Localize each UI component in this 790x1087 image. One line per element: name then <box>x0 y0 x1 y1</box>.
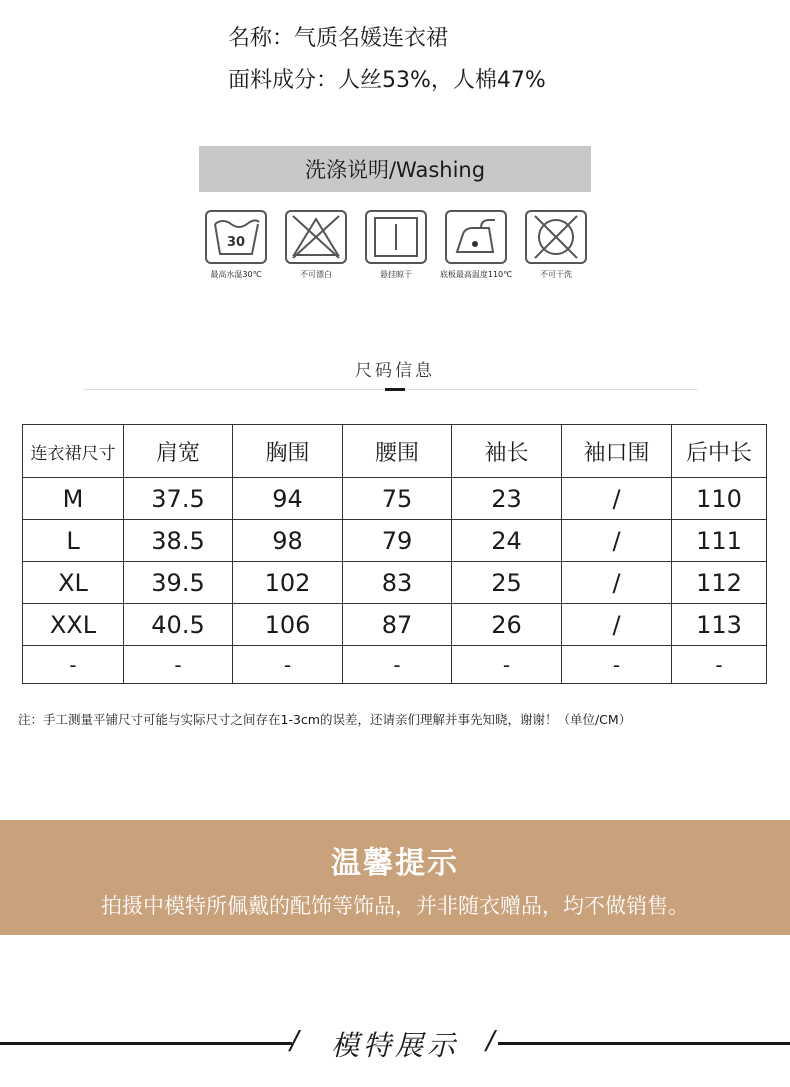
table-cell: 112 <box>672 562 767 604</box>
table-cell: - <box>124 646 233 684</box>
table-cell: 23 <box>452 478 562 520</box>
table-cell: / <box>562 520 672 562</box>
table-cell: / <box>562 478 672 520</box>
table-row <box>23 604 767 646</box>
table-cell: 37.5 <box>124 478 233 520</box>
table-cell: 24 <box>452 520 562 562</box>
table-cell: - <box>672 646 767 684</box>
header-shoulder: 肩宽 <box>124 425 233 478</box>
table-cell: 94 <box>233 478 343 520</box>
washing-header: 洗涤说明/Washing <box>199 146 591 192</box>
table-cell: - <box>23 646 124 684</box>
table-cell: M <box>23 478 124 520</box>
product-fabric: 面料成分：人丝53%，人棉47% <box>228 68 546 93</box>
tips-banner <box>0 820 790 935</box>
table-cell: / <box>562 604 672 646</box>
iron-icon <box>445 210 507 264</box>
table-cell: 106 <box>233 604 343 646</box>
wash-label-5: 不可干洗 <box>540 270 572 279</box>
wash-item-5 <box>516 210 596 280</box>
wash-label-3: 悬挂晾干 <box>380 270 412 279</box>
wash-30-icon <box>205 210 267 264</box>
wash-item-2 <box>276 210 356 280</box>
measurement-note: 注：手工测量平铺尺寸可能与实际尺寸之间存在1-3cm的误差，还请亲们理解并事先知晓，谢谢！（单位/CM） <box>18 712 632 727</box>
table-cell: 25 <box>452 562 562 604</box>
wash-temp-number: 30 <box>226 235 246 250</box>
model-divider-right <box>498 1042 790 1045</box>
size-info-title: 尺码信息 <box>355 361 435 381</box>
table-row <box>23 646 767 684</box>
table-cell: 26 <box>452 604 562 646</box>
header-bust: 胸围 <box>233 425 343 478</box>
table-cell: XL <box>23 562 124 604</box>
table-cell: 87 <box>343 604 452 646</box>
header-sleeve: 袖长 <box>452 425 562 478</box>
table-cell: 40.5 <box>124 604 233 646</box>
table-cell: 102 <box>233 562 343 604</box>
table-header-row <box>23 425 767 478</box>
wash-label-2: 不可漂白 <box>300 270 332 279</box>
table-row <box>23 520 767 562</box>
table-cell: 111 <box>672 520 767 562</box>
size-table <box>22 424 767 684</box>
table-cell: - <box>343 646 452 684</box>
header-size: 连衣裙尺寸 <box>23 425 124 478</box>
model-slash-left: / <box>290 1026 299 1056</box>
wash-item-4 <box>436 210 516 280</box>
table-cell: 110 <box>672 478 767 520</box>
table-row <box>23 562 767 604</box>
table-cell: 83 <box>343 562 452 604</box>
table-cell: 79 <box>343 520 452 562</box>
table-cell: 75 <box>343 478 452 520</box>
model-slash-right: / <box>486 1026 495 1056</box>
model-show-title: 模特展示 <box>330 1029 459 1062</box>
table-cell: - <box>562 646 672 684</box>
wash-label-4: 底板最高温度110℃ <box>439 270 513 279</box>
product-name: 名称：气质名媛连衣裙 <box>228 26 449 51</box>
washing-icons <box>196 210 596 290</box>
wash-item-1 <box>196 210 276 280</box>
table-cell: 113 <box>672 604 767 646</box>
wash-item-3 <box>356 210 436 280</box>
no-bleach-icon <box>285 210 347 264</box>
model-divider-left <box>0 1042 292 1045</box>
table-cell: 39.5 <box>124 562 233 604</box>
tips-title: 温馨提示 <box>331 846 459 881</box>
table-cell: - <box>452 646 562 684</box>
tips-text: 拍摄中模特所佩戴的配饰等饰品，并非随衣赠品，均不做销售。 <box>101 894 689 918</box>
size-info-accent <box>385 388 405 391</box>
table-row <box>23 478 767 520</box>
line-dry-icon <box>365 210 427 264</box>
table-cell: 38.5 <box>124 520 233 562</box>
table-cell: 98 <box>233 520 343 562</box>
table-cell: - <box>233 646 343 684</box>
table-cell: L <box>23 520 124 562</box>
wash-label-1: 最高水温30℃ <box>210 270 262 279</box>
table-cell: XXL <box>23 604 124 646</box>
header-waist: 腰围 <box>343 425 452 478</box>
table-cell: / <box>562 562 672 604</box>
header-back-length: 后中长 <box>672 425 767 478</box>
no-dry-clean-icon <box>525 210 587 264</box>
header-cuff: 袖口围 <box>562 425 672 478</box>
